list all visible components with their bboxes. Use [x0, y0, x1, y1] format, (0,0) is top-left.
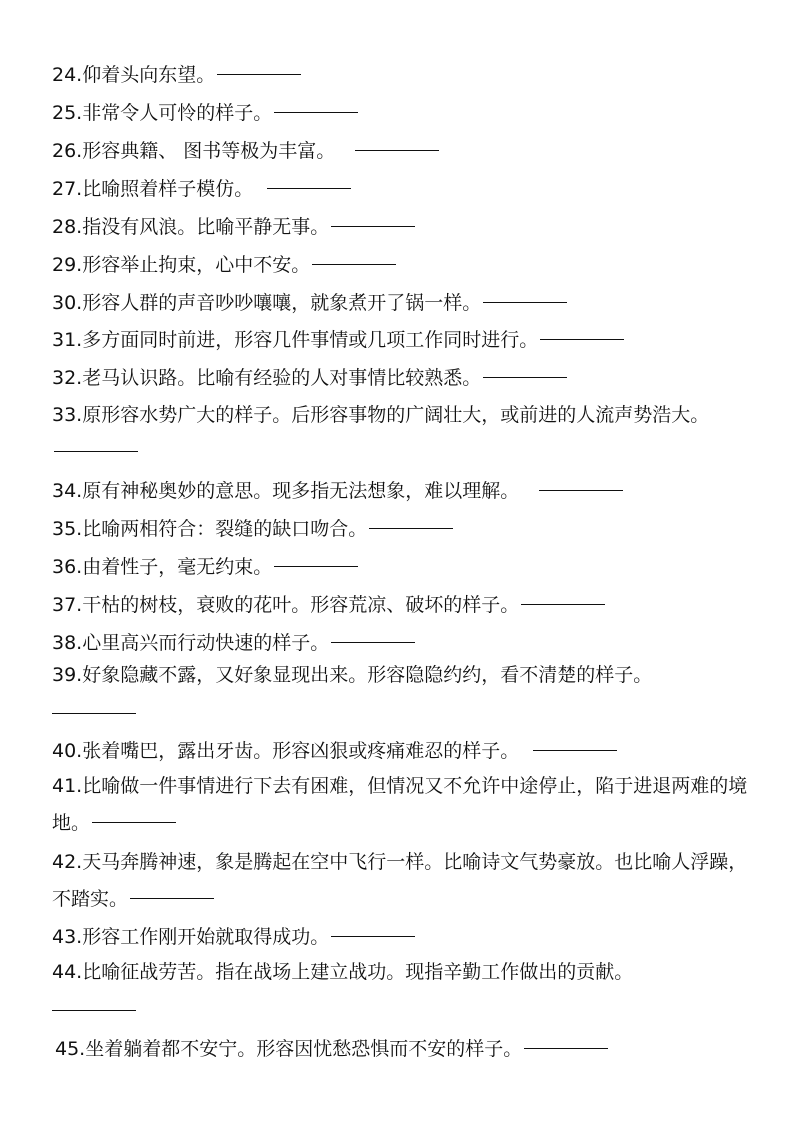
- question-26: [52, 133, 752, 170]
- question-34: [52, 473, 752, 510]
- question-30: [52, 285, 752, 322]
- answer-blank[interactable]: [369, 527, 453, 529]
- question-number: 32.: [52, 367, 83, 389]
- answer-blank[interactable]: [312, 263, 396, 265]
- answer-blank[interactable]: [52, 1009, 136, 1011]
- question-number: 36.: [52, 556, 83, 578]
- question-text: 多方面同时前进，形容几件事情或几项工作同时进行。: [82, 329, 539, 351]
- answer-blank[interactable]: [533, 749, 617, 751]
- question-31: [52, 322, 752, 359]
- answer-blank[interactable]: [54, 450, 138, 452]
- answer-blank[interactable]: [355, 149, 439, 151]
- question-27: [52, 171, 752, 208]
- question-number: 25.: [52, 102, 83, 124]
- question-number: 44.: [52, 961, 83, 983]
- question-text: 比喻照着样子模仿。: [82, 178, 266, 200]
- answer-blank[interactable]: [331, 225, 415, 227]
- question-number: 29.: [52, 254, 83, 276]
- question-number: 38.: [52, 632, 83, 654]
- answer-blank[interactable]: [331, 935, 415, 937]
- answer-blank[interactable]: [540, 338, 624, 340]
- answer-blank[interactable]: [483, 376, 567, 378]
- question-33: [52, 397, 752, 471]
- answer-blank[interactable]: [267, 187, 351, 189]
- question-text: 形容典籍、 图书等极为丰富。: [82, 140, 354, 162]
- question-text: 坐着躺着都不安宁。形容因忧愁恐惧而不安的样子。: [85, 1038, 523, 1060]
- question-number: 37.: [52, 594, 83, 616]
- answer-blank[interactable]: [274, 565, 358, 567]
- question-text: 比喻征战劳苦。指在战场上建立战功。现指辛勤工作做出的贡献。: [82, 961, 634, 983]
- answer-blank[interactable]: [274, 111, 358, 113]
- question-35: [52, 511, 752, 548]
- question-39: [52, 657, 752, 714]
- question-number: 28.: [52, 216, 83, 238]
- question-number: 34.: [52, 480, 83, 502]
- answer-blank[interactable]: [539, 489, 623, 491]
- question-text: 形容举止拘束，心中不安。: [82, 254, 311, 276]
- answer-blank[interactable]: [524, 1047, 608, 1049]
- answer-blank[interactable]: [130, 897, 214, 899]
- question-number: 41.: [52, 775, 83, 797]
- question-text: 张着嘴巴，露出牙齿。形容凶狠或疼痛难忍的样子。: [82, 740, 532, 762]
- question-29: [52, 247, 752, 284]
- question-text: 原有神秘奥妙的意思。现多指无法想象，难以理解。: [82, 480, 538, 502]
- question-number: 40.: [52, 740, 83, 762]
- answer-blank[interactable]: [52, 712, 136, 714]
- question-41: [52, 768, 752, 842]
- question-44: [52, 954, 752, 1011]
- question-number: 43.: [52, 926, 83, 948]
- answer-blank[interactable]: [331, 641, 415, 643]
- question-text: 心里高兴而行动快速的样子。: [82, 632, 330, 654]
- answer-blank[interactable]: [483, 301, 567, 303]
- question-number: 31.: [52, 329, 83, 351]
- answer-blank[interactable]: [92, 821, 176, 823]
- question-text: 由着性子，毫无约束。: [82, 556, 273, 578]
- question-text: 形容人群的声音吵吵嚷嚷，就象煮开了锅一样。: [82, 292, 482, 314]
- question-text: 形容工作刚开始就取得成功。: [82, 926, 330, 948]
- question-number: 35.: [52, 518, 83, 540]
- question-number: 33.: [52, 404, 83, 426]
- question-text: 比喻做一件事情进行下去有困难，但情况又不允许中途停止，陷于进退两难的境地。: [52, 775, 748, 834]
- question-number: 30.: [52, 292, 83, 314]
- question-28: [52, 209, 752, 246]
- question-number: 45.: [55, 1038, 86, 1060]
- question-number: 42.: [52, 851, 83, 873]
- question-text: 非常令人可怜的样子。: [82, 102, 273, 124]
- question-42: [52, 844, 752, 918]
- question-text: 仰着头向东望。: [82, 64, 216, 86]
- question-text: 原形容水势广大的样子。后形容事物的广阔壮大，或前进的人流声势浩大。: [82, 404, 710, 426]
- question-40: [52, 733, 752, 770]
- question-32: [52, 360, 752, 397]
- question-text: 天马奔腾神速，象是腾起在空中飞行一样。比喻诗文气势豪放。也比喻人浮躁，不踏实。: [52, 851, 748, 910]
- question-number: 26.: [52, 140, 83, 162]
- question-24: [52, 57, 752, 94]
- question-25: [52, 95, 752, 132]
- answer-blank[interactable]: [521, 603, 605, 605]
- question-43: [52, 919, 752, 956]
- question-text: 干枯的树枝，衰败的花叶。形容荒凉、破坏的样子。: [82, 594, 520, 616]
- question-text: 比喻两相符合：裂缝的缺口吻合。: [82, 518, 368, 540]
- question-text: 指没有风浪。比喻平静无事。: [82, 216, 330, 238]
- question-36: [52, 549, 752, 586]
- answer-blank[interactable]: [217, 73, 301, 75]
- question-text: 好象隐藏不露，又好象显现出来。形容隐隐约约，看不清楚的样子。: [82, 664, 653, 686]
- question-number: 24.: [52, 64, 83, 86]
- question-number: 27.: [52, 178, 83, 200]
- question-number: 39.: [52, 664, 83, 686]
- question-45: [55, 1031, 755, 1068]
- question-37: [52, 587, 752, 624]
- question-text: 老马认识路。比喻有经验的人对事情比较熟悉。: [82, 367, 482, 389]
